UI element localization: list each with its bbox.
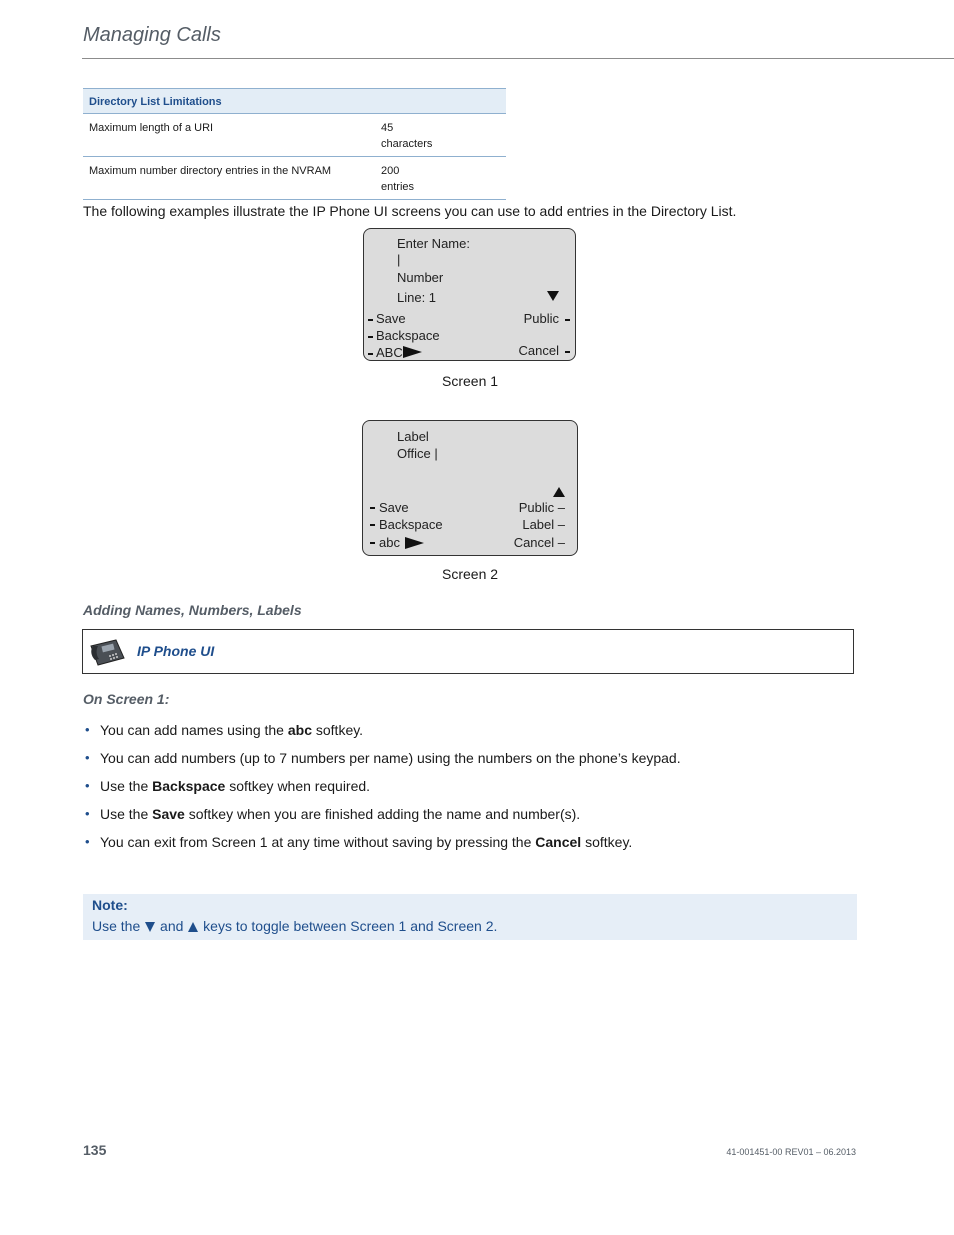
value-number: 45	[381, 122, 394, 134]
ip-phone-ui-box	[82, 629, 854, 674]
screen2-caption: Screen 2	[442, 566, 499, 582]
table-row	[83, 114, 506, 157]
screen1-cursor: |	[397, 252, 401, 267]
screen1-caption: Screen 1	[442, 373, 499, 389]
softkey-cancel[interactable]: Cancel –	[513, 535, 565, 550]
note-title: Note:	[92, 897, 128, 913]
softkey-backspace[interactable]: Backspace	[379, 517, 443, 532]
section-heading: Adding Names, Numbers, Labels	[83, 602, 302, 618]
note-box	[83, 894, 857, 940]
page-number: 135	[83, 1142, 107, 1158]
list-item: • You can exit from Screen 1 at any time without saving by pressing the Cancel softkey.	[83, 832, 681, 860]
value-number: 200	[381, 165, 400, 177]
desk-phone-icon	[88, 636, 126, 668]
list-item: • Use the Save softkey when you are finished adding the name and number(s).	[83, 804, 681, 832]
phone-screen-1	[363, 228, 576, 361]
softkey-dash-icon	[370, 542, 375, 544]
softkey-dash-icon	[565, 319, 570, 321]
scroll-up-icon	[553, 487, 565, 497]
table-cell-value	[377, 157, 506, 200]
softkey-dash-icon	[565, 351, 570, 353]
table-cell-value	[377, 114, 506, 157]
softkey-cancel[interactable]: Cancel	[518, 343, 559, 358]
down-arrow-key-icon	[145, 922, 155, 932]
directory-limits-table	[83, 88, 506, 200]
softkey-public[interactable]: Public	[523, 311, 559, 326]
page-header-title: Managing Calls	[83, 24, 221, 46]
softkey-dash-icon	[368, 319, 373, 321]
instruction-list	[83, 720, 681, 860]
arrow-right-icon	[403, 346, 422, 358]
value-unit: entries	[381, 181, 415, 193]
softkey-dash-icon	[370, 524, 375, 526]
list-item: • Use the Backspace softkey when required.	[83, 776, 681, 804]
softkey-abc[interactable]: ABC	[376, 345, 403, 360]
softkey-dash-icon	[368, 353, 373, 355]
up-arrow-key-icon	[188, 922, 198, 932]
on-screen-heading: On Screen 1:	[83, 691, 170, 707]
table-cell-label: Maximum number directory entries in the NVRAM	[83, 157, 377, 200]
table-cell-label: Maximum length of a URI	[83, 114, 377, 157]
table-row	[83, 157, 506, 200]
ip-phone-ui-label: IP Phone UI	[137, 643, 215, 659]
softkey-save[interactable]: Save	[376, 311, 406, 326]
screen2-office: Office |	[397, 446, 438, 461]
value-unit: characters	[381, 138, 433, 150]
phone-screen-2	[362, 420, 578, 556]
list-item: • You can add numbers (up to 7 numbers per name) using the numbers on the phone’s keypad.	[83, 748, 681, 776]
softkey-dash-icon	[370, 507, 375, 509]
screen1-number: Number	[397, 270, 444, 285]
softkey-public[interactable]: Public –	[518, 500, 565, 515]
softkey-save[interactable]: Save	[379, 500, 409, 515]
softkey-label[interactable]: Label –	[522, 517, 565, 532]
table-header-row	[83, 89, 506, 114]
softkey-abc[interactable]: abc	[379, 535, 400, 550]
document-id: 41-001451-00 REV01 – 06.2013	[726, 1147, 856, 1157]
header-divider	[82, 58, 954, 59]
screen2-label: Label	[397, 429, 429, 444]
scroll-down-icon	[547, 291, 559, 301]
screen1-line: Line: 1	[397, 290, 437, 305]
note-body: Use the and keys to toggle between Screen 1 and Screen 2.	[92, 918, 498, 934]
softkey-dash-icon	[368, 336, 373, 338]
table-heading: Directory List Limitations	[83, 89, 506, 114]
intro-paragraph: The following examples illustrate the IP Phone UI screens you can use to add entries in the Directory List.	[83, 203, 737, 219]
softkey-backspace[interactable]: Backspace	[376, 328, 440, 343]
screen1-enter-name: Enter Name:	[397, 236, 470, 251]
arrow-right-icon	[405, 537, 424, 549]
list-item: • You can add names using the abc softkey.	[83, 720, 681, 748]
